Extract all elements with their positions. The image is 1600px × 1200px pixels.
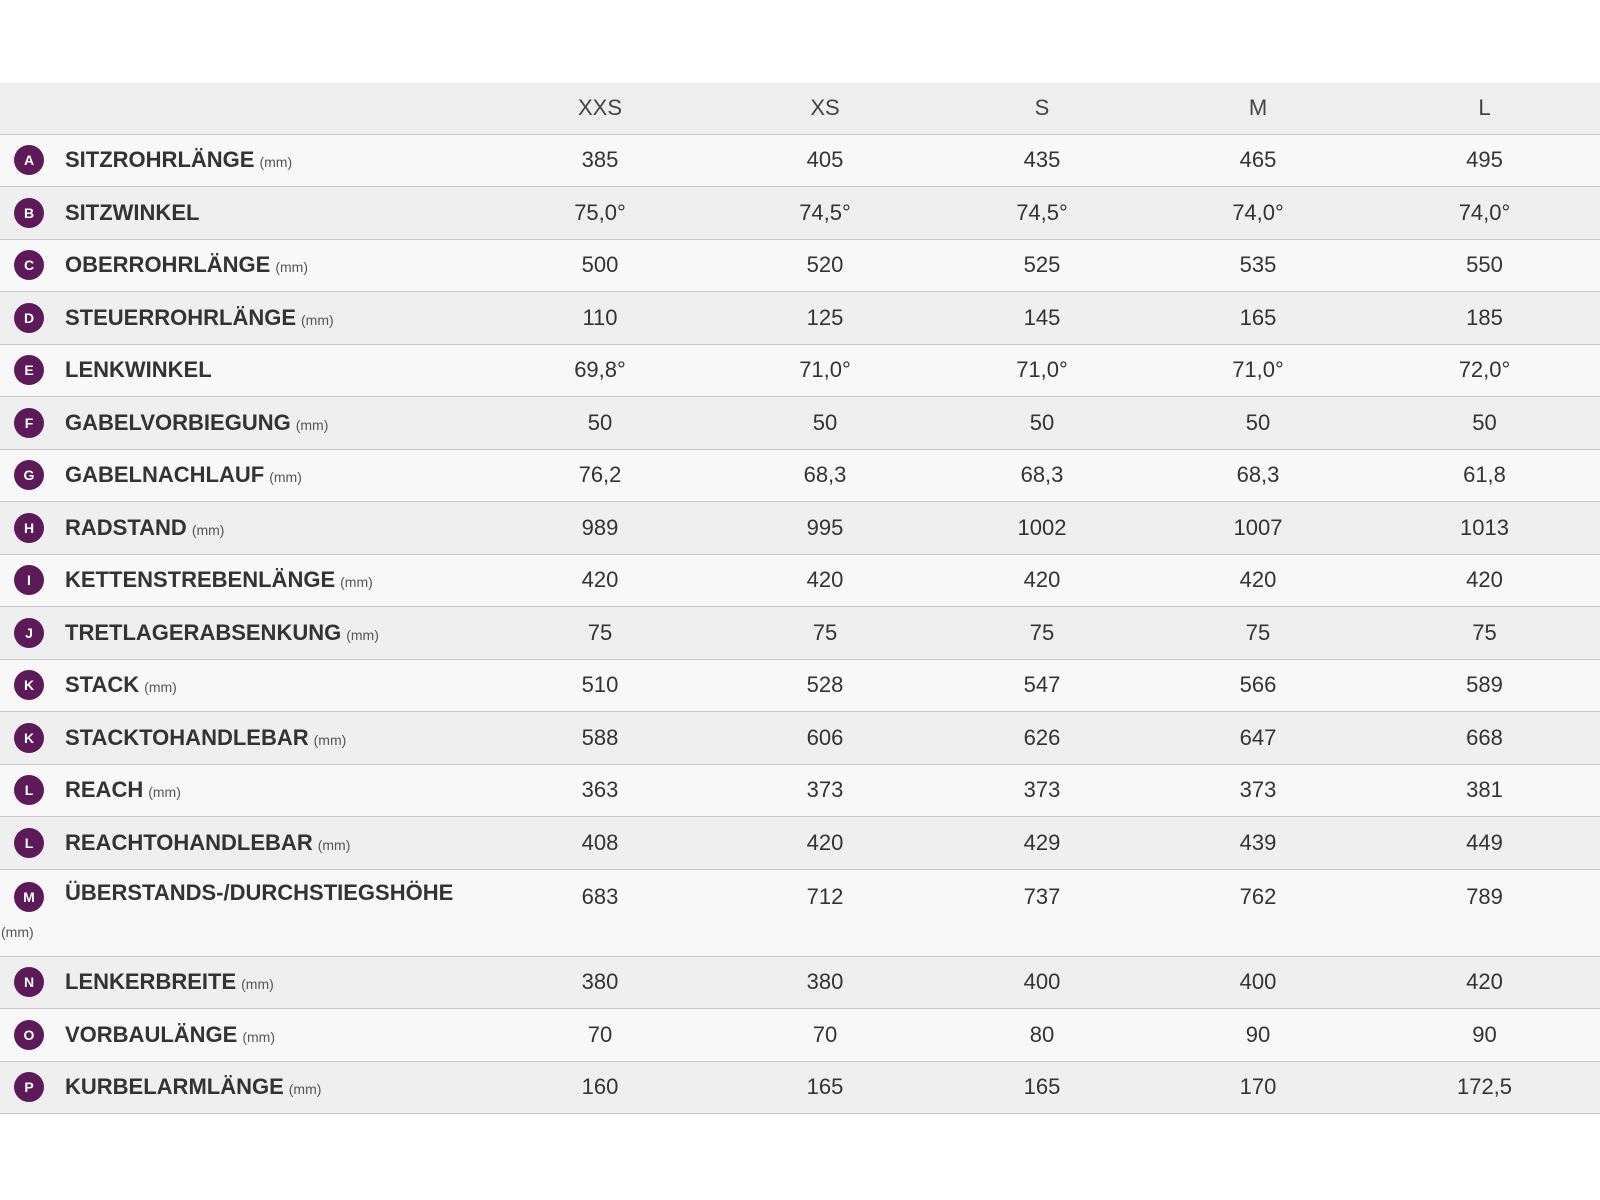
measurement-value-xs: 380: [806, 969, 844, 995]
table-row: [0, 659, 1600, 712]
measurement-letter-badge: I: [14, 565, 44, 595]
measurement-unit: (mm): [269, 469, 302, 486]
table-row: [0, 817, 1600, 870]
measurement-value-m: 465: [1239, 147, 1277, 173]
measurement-value-m: 420: [1239, 567, 1277, 593]
measurement-value-xxs: 420: [581, 567, 619, 593]
measurement-value-xs: 712: [806, 883, 844, 909]
measurement-name: GABELVORBIEGUNG: [65, 409, 291, 435]
measurement-value-l: 449: [1466, 829, 1503, 855]
measurement-letter-badge: M: [14, 882, 44, 912]
measurement-name: OBERROHRLÄNGE: [65, 252, 271, 278]
table-row: [0, 712, 1600, 765]
measurement-value-m: 90: [1245, 1021, 1271, 1047]
measurement-value-l: 172,5: [1456, 1074, 1513, 1100]
measurement-letter-badge: K: [14, 670, 44, 700]
measurement-value-l: 420: [1466, 969, 1503, 995]
measurement-label: [65, 200, 199, 226]
measurement-label: [65, 305, 334, 331]
measurement-value-l: 61,8: [1463, 462, 1506, 488]
measurement-label: [65, 1022, 275, 1048]
measurement-label: [65, 147, 292, 173]
measurement-value-s: 75: [1029, 619, 1055, 645]
measurement-name: SITZROHRLÄNGE: [65, 147, 255, 173]
measurement-value-m: 75: [1245, 619, 1271, 645]
geometry-table: [0, 83, 1600, 1114]
measurement-name: VORBAULÄNGE: [65, 1021, 238, 1047]
measurement-value-l: 789: [1466, 883, 1503, 909]
measurement-label: [65, 969, 274, 995]
measurement-label-cell: [0, 397, 487, 450]
measurement-value-xs: 71,0°: [799, 357, 851, 383]
measurement-value-m: 762: [1239, 883, 1277, 909]
measurement-name: STEUERROHRLÄNGE: [65, 304, 297, 330]
measurement-label-cell: [0, 764, 487, 817]
measurement-value-s: 373: [1023, 777, 1061, 803]
measurement-value-s: 420: [1023, 567, 1061, 593]
measurement-value-l: 74,0°: [1458, 199, 1511, 225]
measurement-value-xxs: 50: [587, 409, 613, 435]
measurement-value-l: 185: [1466, 304, 1503, 330]
measurement-name: REACHTOHANDLEBAR: [65, 829, 313, 855]
measurement-unit: (mm): [191, 521, 225, 538]
measurement-name: LENKERBREITE: [65, 969, 237, 995]
measurement-name: KURBELARMLÄNGE: [65, 1074, 284, 1100]
measurement-unit: (mm): [317, 836, 351, 853]
measurement-label: [65, 777, 181, 803]
table-row: [0, 502, 1600, 555]
measurement-value-l: 668: [1466, 724, 1503, 750]
measurement-value-xs: 74,5°: [799, 199, 851, 225]
measurement-label-cell: [0, 869, 487, 956]
measurement-label: [65, 357, 212, 383]
measurement-label: [65, 620, 379, 646]
measurement-unit: (mm): [148, 784, 181, 801]
measurement-value-xxs: 385: [581, 147, 619, 173]
measurement-value-m: 647: [1239, 724, 1277, 750]
measurement-value-s: 145: [1023, 304, 1061, 330]
measurement-value-xs: 373: [806, 777, 844, 803]
measurement-label-cell: [0, 502, 487, 555]
measurement-value-xxs: 75,0°: [574, 199, 626, 225]
table-row: [0, 1009, 1600, 1062]
table-row: [0, 1061, 1600, 1114]
measurement-value-xxs: 110: [582, 304, 618, 330]
measurement-value-xxs: 363: [581, 777, 619, 803]
measurement-unit: (mm): [275, 259, 308, 276]
table-row: [0, 344, 1600, 397]
measurement-unit: (mm): [288, 1081, 322, 1098]
table-row: [0, 764, 1600, 817]
measurement-letter-badge: N: [14, 967, 44, 997]
measurement-label: [65, 410, 328, 436]
measurement-label: [65, 462, 302, 488]
table-row: [0, 554, 1600, 607]
measurement-label: [65, 1074, 321, 1100]
measurement-value-m: 165: [1239, 304, 1277, 330]
size-header: L: [1369, 83, 1600, 134]
measurement-value-xxs: 70: [587, 1021, 613, 1047]
measurement-value-m: 535: [1239, 252, 1277, 278]
measurement-value-xxs: 510: [581, 672, 619, 698]
measurement-value-xs: 405: [806, 147, 844, 173]
measurement-unit: (mm): [259, 154, 293, 171]
measurement-value-xs: 420: [806, 829, 844, 855]
measurement-value-xxs: 408: [581, 829, 619, 855]
measurement-value-xs: 420: [806, 567, 844, 593]
measurement-unit: (mm): [340, 574, 373, 591]
measurement-value-xxs: 588: [581, 724, 619, 750]
measurement-value-l: 495: [1466, 147, 1503, 173]
measurement-value-s: 737: [1023, 883, 1061, 909]
measurement-label-cell: [0, 292, 487, 345]
measurement-unit: (mm): [295, 416, 329, 433]
measurement-value-xs: 125: [806, 304, 844, 330]
measurement-value-l: 381: [1466, 777, 1503, 803]
measurement-label: [65, 725, 346, 751]
measurement-value-l: 1013: [1460, 514, 1509, 540]
measurement-value-m: 400: [1239, 969, 1277, 995]
geometry-table-body: [0, 134, 1600, 1114]
measurement-label-cell: [0, 554, 487, 607]
measurement-name: ÜBERSTANDS-/DURCHSTIEGSHÖHE: [65, 879, 454, 905]
size-header: XXS: [487, 83, 713, 134]
measurement-value-s: 68,3: [1020, 462, 1064, 488]
measurement-label-cell: [0, 449, 487, 502]
measurement-label-cell: [0, 817, 487, 870]
measurement-label: [65, 515, 224, 541]
header-label-column: [0, 83, 487, 134]
measurement-label: [65, 252, 308, 278]
measurement-label: [65, 672, 177, 698]
measurement-label-cell: [0, 712, 487, 765]
measurement-label-cell: [0, 134, 487, 187]
measurement-value-xs: 995: [806, 514, 844, 540]
measurement-value-s: 429: [1023, 829, 1061, 855]
measurement-name: KETTENSTREBENLÄNGE: [65, 567, 336, 593]
measurement-value-s: 80: [1029, 1021, 1055, 1047]
measurement-value-m: 439: [1239, 829, 1277, 855]
measurement-value-s: 74,5°: [1016, 199, 1068, 225]
measurement-value-l: 72,0°: [1458, 357, 1511, 383]
measurement-unit: (mm): [313, 731, 347, 748]
measurement-value-xxs: 683: [581, 883, 619, 909]
measurement-value-m: 1007: [1233, 514, 1283, 540]
measurement-letter-badge: J: [14, 618, 44, 648]
measurement-label-cell: [0, 659, 487, 712]
measurement-name: LENKWINKEL: [65, 357, 212, 383]
measurement-letter-badge: B: [14, 198, 44, 228]
table-row: [0, 869, 1600, 956]
measurement-unit: (mm): [346, 626, 379, 643]
measurement-value-s: 435: [1023, 147, 1061, 173]
measurement-label: [65, 567, 373, 593]
measurement-value-l: 50: [1472, 409, 1497, 435]
measurement-value-m: 566: [1239, 672, 1277, 698]
size-header: M: [1147, 83, 1369, 134]
table-row: [0, 187, 1600, 240]
measurement-label-cell: [0, 607, 487, 660]
measurement-value-xxs: 69,8°: [574, 357, 626, 383]
measurement-unit: (mm): [241, 976, 274, 993]
measurement-value-s: 400: [1023, 969, 1061, 995]
measurement-value-m: 50: [1245, 409, 1271, 435]
measurement-name: GABELNACHLAUF: [65, 462, 265, 488]
measurement-value-l: 420: [1466, 567, 1503, 593]
measurement-label-cell: [0, 344, 487, 397]
measurement-value-xxs: 160: [581, 1074, 619, 1100]
measurement-value-xs: 50: [812, 409, 838, 435]
measurement-value-xxs: 500: [581, 252, 619, 278]
measurement-value-s: 165: [1023, 1074, 1061, 1100]
table-row: [0, 397, 1600, 450]
measurement-value-s: 1002: [1017, 514, 1067, 540]
measurement-letter-badge: P: [14, 1072, 44, 1102]
table-row: [0, 239, 1600, 292]
measurement-letter-badge: G: [14, 460, 44, 490]
measurement-label: [65, 830, 350, 856]
measurement-letter-badge: E: [14, 355, 44, 385]
measurement-name: STACKTOHANDLEBAR: [65, 724, 309, 750]
table-row: [0, 956, 1600, 1009]
measurement-letter-badge: A: [14, 145, 44, 175]
measurement-value-s: 626: [1023, 724, 1061, 750]
measurement-label-cell: [0, 956, 487, 1009]
measurement-value-l: 550: [1466, 252, 1503, 278]
table-row: [0, 607, 1600, 660]
table-row: [0, 134, 1600, 187]
measurement-name: STACK: [65, 672, 140, 698]
measurement-name: SITZWINKEL: [65, 199, 200, 225]
measurement-value-m: 170: [1239, 1074, 1277, 1100]
measurement-value-m: 71,0°: [1232, 357, 1284, 383]
measurement-label: [65, 880, 453, 906]
measurement-letter-badge: L: [14, 775, 44, 805]
measurement-letter-badge: D: [14, 303, 44, 333]
measurement-name: REACH: [65, 777, 144, 803]
table-row: [0, 449, 1600, 502]
size-header: S: [937, 83, 1147, 134]
measurement-value-xs: 165: [806, 1074, 844, 1100]
measurement-letter-badge: O: [14, 1020, 44, 1050]
measurement-unit: (mm): [301, 311, 334, 328]
measurement-name: RADSTAND: [65, 514, 187, 540]
measurement-value-m: 373: [1239, 777, 1277, 803]
measurement-label-cell: [0, 1061, 487, 1114]
measurement-name: TRETLAGERABSENKUNG: [65, 619, 342, 645]
measurement-value-xs: 528: [806, 672, 844, 698]
measurement-letter-badge: H: [14, 513, 44, 543]
measurement-value-xs: 70: [812, 1021, 838, 1047]
measurement-letter-badge: F: [14, 408, 44, 438]
measurement-label-cell: [0, 1009, 487, 1062]
measurement-value-m: 68,3: [1236, 462, 1280, 488]
measurement-value-xs: 520: [806, 252, 844, 278]
measurement-value-xs: 606: [806, 724, 844, 750]
measurement-label-cell: [0, 239, 487, 292]
measurement-value-xxs: 76,2: [578, 462, 622, 488]
measurement-value-xs: 75: [812, 619, 838, 645]
measurement-letter-badge: C: [14, 250, 44, 280]
measurement-value-s: 50: [1029, 409, 1055, 435]
measurement-unit: (mm): [242, 1028, 275, 1045]
measurement-letter-badge: K: [14, 723, 44, 753]
measurement-value-xxs: 989: [581, 514, 619, 540]
measurement-value-s: 525: [1023, 252, 1061, 278]
measurement-value-xxs: 75: [587, 619, 613, 645]
measurement-value-m: 74,0°: [1232, 199, 1284, 225]
measurement-unit: (mm): [1, 923, 34, 940]
measurement-value-s: 71,0°: [1016, 357, 1068, 383]
measurement-value-xxs: 380: [581, 969, 619, 995]
measurement-value-s: 547: [1023, 672, 1061, 698]
size-header-row: [0, 83, 1600, 134]
table-row: [0, 292, 1600, 345]
measurement-label-cell: [0, 187, 487, 240]
measurement-value-l: 589: [1466, 672, 1503, 698]
measurement-value-l: 90: [1472, 1021, 1497, 1047]
measurement-value-l: 75: [1472, 619, 1497, 645]
measurement-letter-badge: L: [14, 828, 44, 858]
measurement-value-xs: 68,3: [803, 462, 847, 488]
size-header: XS: [713, 83, 937, 134]
measurement-unit: (mm): [144, 679, 177, 696]
